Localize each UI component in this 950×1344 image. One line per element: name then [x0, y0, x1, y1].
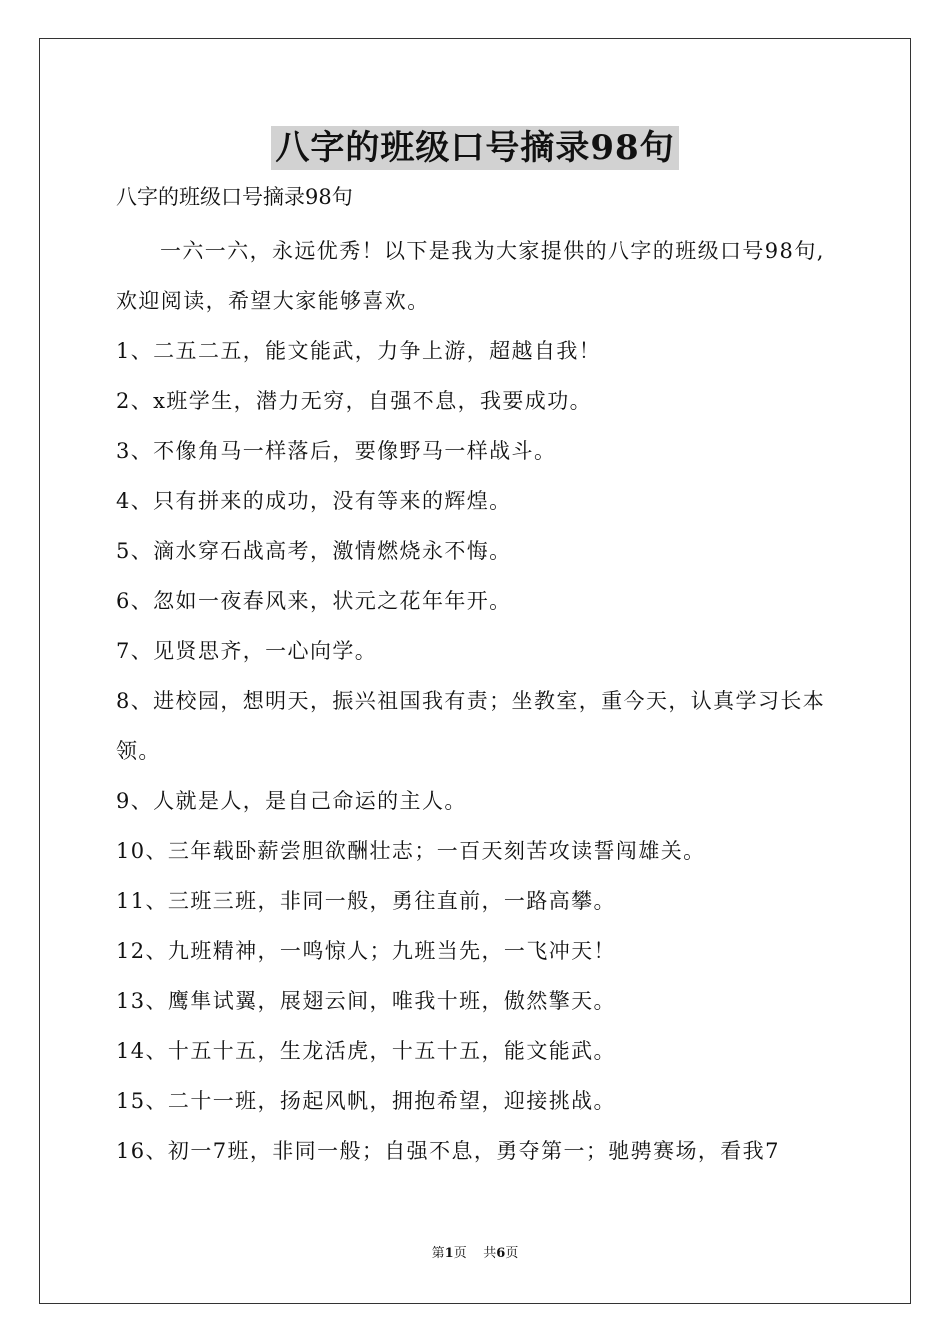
- list-item: 11、三班三班，非同一般，勇往直前，一路高攀。: [116, 889, 616, 913]
- list-item: 9、人就是人，是自己命运的主人。: [116, 789, 467, 813]
- document-subtitle: 八字的班级口号摘录98句: [116, 185, 353, 209]
- list-item: 4、只有拼来的成功，没有等来的辉煌。: [116, 489, 512, 513]
- list-item: 2、x班学生，潜力无穷，自强不息，我要成功。: [116, 389, 593, 413]
- title-container: [0, 126, 950, 170]
- page-total: 6: [496, 1246, 506, 1261]
- list-item: 7、见贤思齐，一心向学。: [116, 639, 378, 663]
- list-item: 12、九班精神，一鸣惊人；九班当先，一飞冲天！: [116, 939, 616, 963]
- page-label: 第: [431, 1246, 445, 1261]
- list-item: 16、初一7班，非同一般；自强不息，勇夺第一；驰骋赛场，看我7: [116, 1139, 780, 1163]
- list-item: 10、三年载卧薪尝胆欲酬壮志；一百天刻苦攻读誓闯雄关。: [116, 839, 706, 863]
- list-item: 13、鹰隼试翼，展翅云间，唯我十班，傲然擎天。: [116, 989, 616, 1013]
- list-item: 1、二五二五，能文能武，力争上游，超越自我！: [116, 339, 602, 363]
- document-title: 八字的班级口号摘录98句: [271, 126, 678, 170]
- total-unit: 页: [505, 1246, 519, 1261]
- list-item: 6、忽如一夜春风来，状元之花年年开。: [116, 589, 512, 613]
- list-item: 5、滴水穿石战高考，激情燃烧永不悔。: [116, 539, 512, 563]
- page-unit: 页: [453, 1246, 467, 1261]
- page-footer: [0, 1244, 950, 1264]
- list-item: 3、不像角马一样落后，要像野马一样战斗。: [116, 439, 557, 463]
- list-item: 15、二十一班，扬起风帆，拥抱希望，迎接挑战。: [116, 1089, 616, 1113]
- document-body: [116, 226, 836, 1176]
- list-item: 8、进校园，想明天，振兴祖国我有责；坐教室，重今天，认真学习长本领。: [116, 689, 826, 763]
- page-current: 1: [444, 1246, 454, 1261]
- list-item: 14、十五十五，生龙活虎，十五十五，能文能武。: [116, 1039, 616, 1063]
- total-label: 共: [483, 1246, 497, 1261]
- intro-paragraph: 一六一六，永远优秀！以下是我为大家提供的八字的班级口号98句,欢迎阅读，希望大家能够喜欢。: [116, 239, 825, 313]
